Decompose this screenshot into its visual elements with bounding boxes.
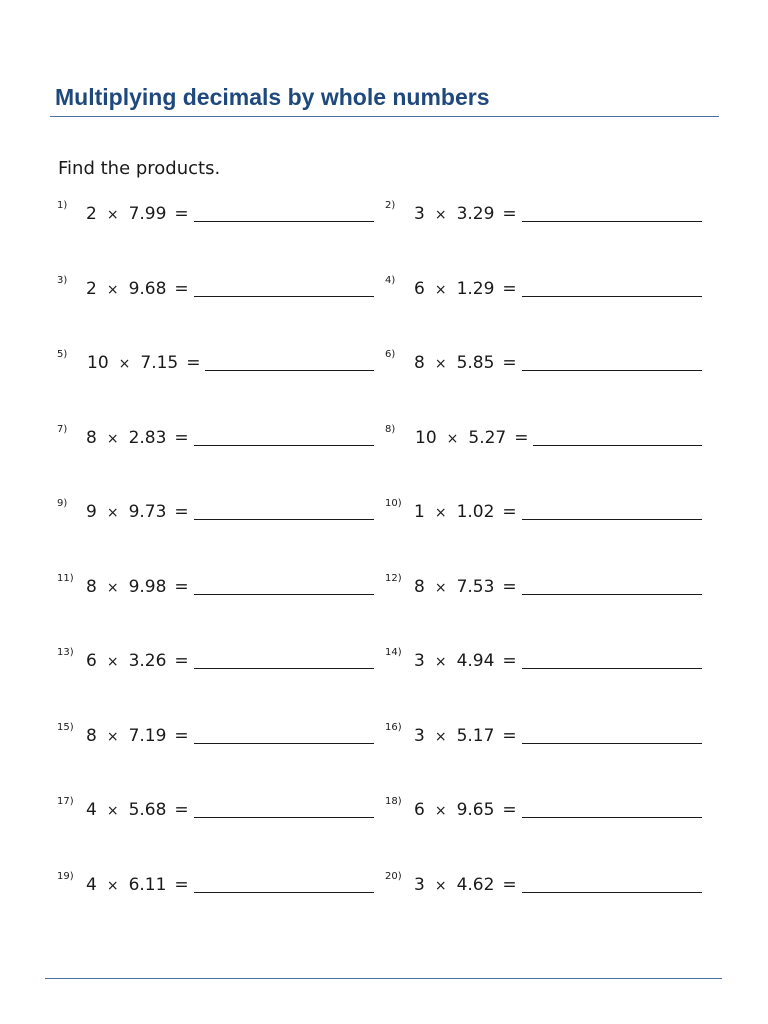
problem-number: 10): [385, 498, 402, 509]
factor-decimal: 4.62: [456, 874, 495, 895]
answer-line[interactable]: [522, 817, 702, 818]
equals-sign: =: [174, 725, 189, 746]
equals-sign: =: [502, 874, 517, 895]
factor-whole: 3: [414, 725, 425, 746]
factor-whole: 8: [414, 353, 425, 373]
factor-whole: 9: [86, 502, 97, 522]
footer-divider: [45, 978, 722, 979]
times-sign: ×: [118, 356, 131, 372]
factor-decimal: 9.68: [128, 278, 167, 299]
times-sign: ×: [434, 356, 447, 372]
problem-item: [57, 349, 377, 379]
times-sign: ×: [106, 579, 119, 596]
answer-line[interactable]: [522, 221, 702, 222]
answer-line[interactable]: [194, 519, 374, 520]
answer-line[interactable]: [194, 296, 374, 297]
factor-decimal: 3.26: [128, 651, 167, 671]
problem-number: 2): [385, 200, 396, 211]
problem-number: 7): [57, 423, 68, 435]
factor-whole: 6: [86, 651, 97, 671]
times-sign: ×: [434, 207, 447, 223]
factor-decimal: 6.11: [128, 874, 167, 895]
equals-sign: =: [174, 874, 189, 895]
problem-item: [57, 871, 377, 901]
factor-whole: 8: [86, 576, 97, 597]
problem-item: [57, 275, 377, 305]
factor-decimal: 9.98: [128, 576, 167, 597]
problem-number: 16): [385, 721, 402, 733]
times-sign: ×: [106, 728, 119, 745]
problem-item: [385, 424, 705, 454]
problem-number: 6): [385, 349, 396, 360]
factor-decimal: 5.68: [128, 800, 167, 820]
problem-item: [57, 498, 377, 528]
times-sign: ×: [434, 505, 447, 521]
answer-line[interactable]: [194, 221, 374, 222]
problem-expression: [414, 353, 702, 373]
problem-number: 18): [385, 796, 402, 807]
factor-decimal: 7.19: [128, 725, 167, 746]
factor-decimal: 5.27: [468, 427, 507, 448]
factor-whole: 2: [86, 278, 97, 299]
problem-item: [385, 349, 705, 379]
problem-expression: [414, 800, 702, 820]
answer-line[interactable]: [522, 743, 702, 744]
problem-expression: [87, 353, 374, 373]
times-sign: ×: [106, 505, 119, 521]
problem-expression: [86, 502, 374, 522]
factor-decimal: 7.53: [456, 576, 495, 597]
problem-item: [57, 722, 377, 752]
times-sign: ×: [434, 654, 447, 670]
problem-item: [385, 275, 705, 305]
answer-line[interactable]: [522, 892, 702, 893]
factor-whole: 2: [86, 204, 97, 224]
title-divider: [50, 116, 719, 117]
problem-number: 8): [385, 423, 396, 435]
answer-line[interactable]: [194, 743, 374, 744]
problem-item: [57, 573, 377, 603]
answer-line[interactable]: [205, 370, 374, 371]
problem-expression: [414, 651, 702, 671]
problem-item: [385, 647, 705, 677]
factor-decimal: 2.83: [128, 427, 167, 448]
equals-sign: =: [174, 278, 189, 299]
factor-decimal: 1.02: [456, 502, 495, 522]
problem-item: [57, 647, 377, 677]
equals-sign: =: [174, 651, 189, 671]
problem-number: 19): [57, 870, 74, 882]
factor-whole: 3: [414, 651, 425, 671]
problem-item: [57, 424, 377, 454]
times-sign: ×: [106, 281, 119, 298]
equals-sign: =: [514, 427, 529, 448]
factor-whole: 8: [414, 576, 425, 597]
times-sign: ×: [434, 728, 447, 745]
problem-expression: [414, 279, 702, 299]
equals-sign: =: [502, 278, 517, 299]
problem-number: 13): [57, 647, 74, 658]
times-sign: ×: [106, 803, 119, 819]
problem-item: [385, 871, 705, 901]
equals-sign: =: [174, 502, 189, 522]
problem-item: [57, 200, 377, 230]
equals-sign: =: [502, 800, 517, 820]
problem-item: [385, 498, 705, 528]
factor-whole: 6: [414, 800, 425, 820]
answer-line[interactable]: [522, 594, 702, 595]
problem-number: 12): [385, 572, 402, 584]
times-sign: ×: [106, 430, 119, 447]
answer-line[interactable]: [194, 817, 374, 818]
problem-number: 17): [57, 796, 74, 807]
problem-expression: [86, 875, 374, 895]
equals-sign: =: [502, 502, 517, 522]
times-sign: ×: [446, 430, 459, 447]
factor-decimal: 4.94: [456, 651, 495, 671]
problem-expression: [86, 577, 374, 597]
problem-expression: [414, 502, 702, 522]
problem-expression: [86, 204, 374, 224]
problem-expression: [415, 428, 702, 448]
problem-number: 5): [57, 349, 68, 360]
times-sign: ×: [434, 579, 447, 596]
factor-whole: 1: [414, 502, 425, 522]
equals-sign: =: [174, 576, 189, 597]
factor-decimal: 1.29: [456, 278, 495, 299]
factor-whole: 8: [86, 427, 97, 448]
times-sign: ×: [106, 207, 119, 223]
answer-line[interactable]: [522, 296, 702, 297]
problem-expression: [414, 577, 702, 597]
problem-number: 1): [57, 200, 68, 211]
problem-expression: [86, 726, 374, 746]
problem-number: 3): [57, 274, 68, 286]
times-sign: ×: [106, 654, 119, 670]
equals-sign: =: [174, 800, 189, 820]
equals-sign: =: [174, 204, 189, 224]
answer-line[interactable]: [194, 892, 374, 893]
problem-expression: [86, 279, 374, 299]
problem-number: 20): [385, 870, 402, 882]
answer-line[interactable]: [522, 668, 702, 669]
factor-decimal: 7.15: [140, 353, 179, 373]
problem-expression: [414, 204, 702, 224]
answer-line[interactable]: [194, 594, 374, 595]
factor-whole: 8: [86, 725, 97, 746]
equals-sign: =: [502, 725, 517, 746]
problem-number: 14): [385, 647, 402, 658]
answer-line[interactable]: [194, 668, 374, 669]
problem-expression: [86, 800, 374, 820]
problem-number: 9): [57, 498, 68, 509]
equals-sign: =: [186, 353, 201, 373]
factor-decimal: 9.65: [456, 800, 495, 820]
factor-decimal: 5.17: [456, 725, 495, 746]
factor-whole: 10: [87, 353, 109, 373]
problem-expression: [86, 428, 374, 448]
factor-decimal: 3.29: [456, 204, 495, 224]
times-sign: ×: [434, 877, 447, 894]
problem-item: [385, 200, 705, 230]
worksheet-title: Multiplying decimals by whole numbers: [55, 84, 490, 110]
problem-item: [385, 796, 705, 826]
problem-item: [57, 796, 377, 826]
problem-expression: [414, 726, 702, 746]
answer-line[interactable]: [194, 445, 374, 446]
factor-decimal: 5.85: [456, 353, 495, 373]
problem-expression: [86, 651, 374, 671]
factor-whole: 3: [414, 204, 425, 224]
factor-whole: 4: [86, 800, 97, 820]
problem-item: [385, 573, 705, 603]
times-sign: ×: [434, 281, 447, 298]
answer-line[interactable]: [533, 445, 702, 446]
factor-decimal: 7.99: [128, 204, 167, 224]
factor-decimal: 9.73: [128, 502, 167, 522]
equals-sign: =: [502, 204, 517, 224]
factor-whole: 6: [414, 278, 425, 299]
equals-sign: =: [174, 427, 189, 448]
answer-line[interactable]: [522, 519, 702, 520]
factor-whole: 3: [414, 874, 425, 895]
problem-number: 4): [385, 274, 396, 286]
instructions: Find the products.: [58, 158, 221, 179]
problem-expression: [414, 875, 702, 895]
equals-sign: =: [502, 651, 517, 671]
times-sign: ×: [434, 803, 447, 819]
factor-whole: 10: [415, 427, 437, 448]
factor-whole: 4: [86, 874, 97, 895]
answer-line[interactable]: [522, 370, 702, 371]
equals-sign: =: [502, 353, 517, 373]
problem-number: 11): [57, 572, 74, 584]
problem-number: 15): [57, 721, 74, 733]
equals-sign: =: [502, 576, 517, 597]
problem-item: [385, 722, 705, 752]
times-sign: ×: [106, 877, 119, 894]
